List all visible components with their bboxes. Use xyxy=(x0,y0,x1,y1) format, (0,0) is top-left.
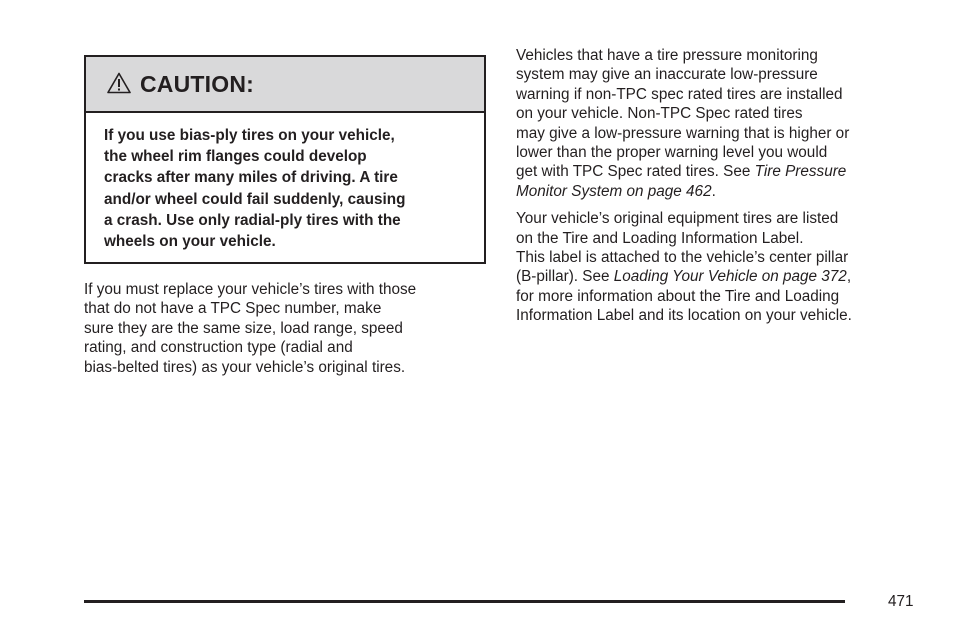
caution-text xyxy=(86,113,484,252)
page-reference-link[interactable]: Loading Your Vehicle on page 372 xyxy=(613,268,847,286)
paragraph-line: bias-belted tires) as your vehicle’s original tires. xyxy=(84,358,406,376)
paragraph-line: warning if non-TPC spec rated tires are installed xyxy=(516,85,843,103)
paragraph-line: may give a low-pressure warning that is higher or xyxy=(516,124,850,142)
footer-rule xyxy=(84,600,845,603)
caution-header xyxy=(86,57,484,113)
paragraph-line: This label is attached to the vehicle’s center pillar xyxy=(516,249,849,267)
caution-box xyxy=(84,55,486,264)
caution-line: and/or wheel could fail suddenly, causing xyxy=(104,190,406,208)
paragraph-line: rating, and construction type (radial and xyxy=(84,339,353,357)
page-reference-link[interactable]: Tire Pressure xyxy=(754,163,847,181)
paragraph-line: Vehicles that have a tire pressure monitoring xyxy=(516,47,818,64)
warning-triangle-icon xyxy=(107,72,131,94)
tpms-paragraph xyxy=(516,46,916,201)
paragraph-line: for more information about the Tire and Loading xyxy=(516,287,840,305)
label-paragraph xyxy=(516,209,916,325)
paragraph-line xyxy=(516,267,916,286)
caution-line: a crash. Use only radial-ply tires with the xyxy=(104,211,401,229)
caution-line: cracks after many miles of driving. A tire xyxy=(104,169,398,187)
line-text: . xyxy=(711,182,716,200)
paragraph-line: system may give an inaccurate low-pressure xyxy=(516,66,818,84)
page-reference-link[interactable]: Monitor System on page 462 xyxy=(516,182,712,200)
paragraph-line xyxy=(516,182,916,201)
paragraph-line: on the Tire and Loading Information Label. xyxy=(516,229,804,247)
paragraph-line: that do not have a TPC Spec number, make xyxy=(84,300,382,318)
line-text: , xyxy=(846,268,852,286)
paragraph-line: Information Label and its location on your vehicle. xyxy=(516,307,852,325)
tire-replacement-paragraph xyxy=(84,280,484,377)
paragraph-line: Your vehicle’s original equipment tires are listed xyxy=(516,210,839,228)
caution-line: the wheel rim flanges could develop xyxy=(104,148,367,166)
right-column xyxy=(516,46,916,334)
paragraph-line: lower than the proper warning level you would xyxy=(516,144,828,162)
line-text: (B-pillar). See xyxy=(516,268,614,286)
page-number: 471 xyxy=(888,593,914,610)
line-text: get with TPC Spec rated tires. See xyxy=(516,163,755,181)
paragraph-line: on your vehicle. Non-TPC Spec rated tires xyxy=(516,105,803,123)
paragraph-line: If you must replace your vehicle’s tires with those xyxy=(84,281,417,298)
caution-title: CAUTION: xyxy=(140,70,255,97)
caution-line: wheels on your vehicle. xyxy=(104,233,276,251)
caution-line: If you use bias-ply tires on your vehicle, xyxy=(104,127,395,144)
paragraph-line xyxy=(516,162,916,181)
paragraph-line: sure they are the same size, load range, speed xyxy=(84,319,403,337)
